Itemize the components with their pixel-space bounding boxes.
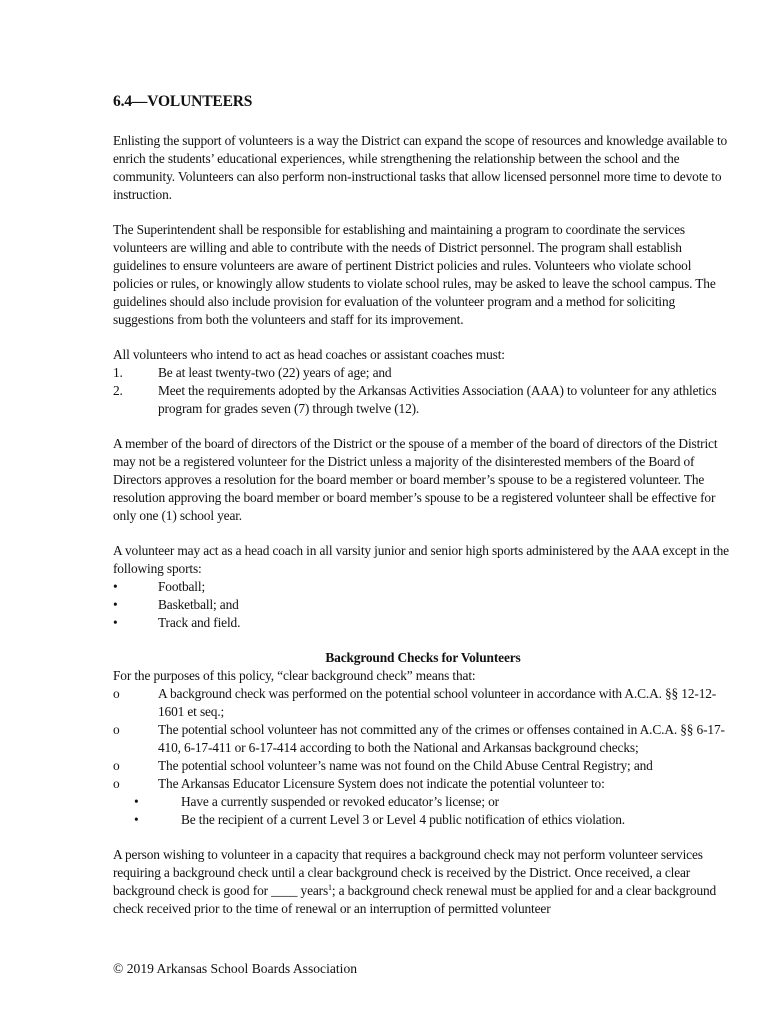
list-item [113, 757, 733, 775]
copyright-footer: © 2019 Arkansas School Boards Association [113, 961, 358, 976]
section-heading: Background Checks for Volunteers [325, 650, 521, 665]
list-item-text: A background check was performed on the potential school volunteer in accordance with A.C.A. §§ 12-12-1601 et seq.; [158, 686, 717, 719]
list-item [113, 614, 733, 632]
list-marker: o [113, 776, 120, 791]
board-member-paragraph: A member of the board of directors of the District or the spouse of a member of the board of directors of the District may not be a registered volunteer for the District unless a majority of the disinterested members of the Board of Directors approves a resolution for the board member or board member’s spouse to be a registered volunteer. The resolution approving the board member or board member’s spouse to be a registered volunteer shall be effective for only one (1) school year. [113, 436, 718, 523]
superintendent-paragraph: The Superintendent shall be responsible for establishing and maintaining a program to coordinate the services volunteers are willing and able to contribute with the needs of District personnel. The program shall establish guidelines to ensure volunteers are aware of pertinent District policies and rules. Volunteers who violate school policies or rules, or knowingly allow students to violate school rules, may be asked to leave the school campus. The guidelines should also include provision for evaluation of the volunteer program and a method for soliciting suggestions from both the volunteers and staff for its improvement. [113, 222, 716, 327]
list-item-text: Basketball; and [158, 597, 239, 612]
list-item-text: The potential school volunteer has not committed any of the crimes or offenses contained in A.C.A. §§ 6-17-410, 6-17-411 or 6-17-414 according to both the National and Arkansas background checks; [158, 722, 725, 755]
list-item-text: Track and field. [158, 615, 241, 630]
list-marker: 1. [113, 365, 123, 380]
list-marker: 2. [113, 383, 123, 398]
list-item-text: Have a currently suspended or revoked educator’s license; or [181, 794, 499, 809]
bullet-icon: • [113, 579, 118, 594]
list-item [113, 775, 733, 793]
intro-paragraph: Enlisting the support of volunteers is a way the District can expand the scope of resources and knowledge available to enrich the students’ educational experiences, while strengthening the relationship between the school and the community. Volunteers can also perform non-instructional tasks that allow licensed personnel more time to devote to instruction. [113, 133, 728, 202]
policy-document [113, 92, 733, 935]
bullet-icon: • [134, 812, 139, 827]
list-item-text: Be at least twenty-two (22) years of age; and [158, 365, 392, 380]
varsity-intro: A volunteer may act as a head coach in all varsity junior and senior high sports administered by the AAA except in the following sports: [113, 543, 729, 576]
list-item [113, 596, 733, 614]
sports-list [113, 578, 733, 632]
sub-list-item [113, 811, 733, 829]
coaches-intro: All volunteers who intend to act as head coaches or assistant coaches must: [113, 347, 505, 362]
list-item [113, 578, 733, 596]
list-item [113, 685, 733, 721]
list-marker: o [113, 758, 120, 773]
list-item-text: Football; [158, 579, 206, 594]
renewal-text-end: ; a background check renewal must be applied for and a clear background check received prior to the time of renewal or an interruption of permitted volunteer [113, 883, 717, 916]
page-title: 6.4—VOLUNTEERS [113, 93, 253, 110]
list-item [113, 382, 733, 418]
footnote-marker: 1 [328, 883, 332, 892]
bullet-icon: • [134, 794, 139, 809]
list-item [113, 364, 733, 382]
background-list [113, 685, 733, 829]
coaches-list [113, 364, 733, 418]
list-item-text: Be the recipient of a current Level 3 or Level 4 public notification of ethics violation. [181, 812, 626, 827]
list-item-text: The potential school volunteer’s name was not found on the Child Abuse Central Registry; and [158, 758, 653, 773]
list-item-text: Meet the requirements adopted by the Arkansas Activities Association (AAA) to volunteer for any athletics program for grades seven (7) through twelve (12). [158, 383, 717, 416]
background-intro: For the purposes of this policy, “clear background check” means that: [113, 668, 476, 683]
renewal-paragraph [113, 846, 733, 918]
list-marker: o [113, 686, 120, 701]
bullet-icon: • [113, 597, 118, 612]
renewal-text-start: A person wishing to volunteer in a capacity that requires a background check may not perform volunteer services requiring a background check until a clear background check is received by the District. Once received, a clear background check is good for ____ years [113, 847, 703, 898]
list-item-text: The Arkansas Educator Licensure System does not indicate the potential volunteer to: [158, 776, 605, 791]
sub-list-item [113, 793, 733, 811]
list-item [113, 721, 733, 757]
list-marker: o [113, 722, 120, 737]
bullet-icon: • [113, 615, 118, 630]
